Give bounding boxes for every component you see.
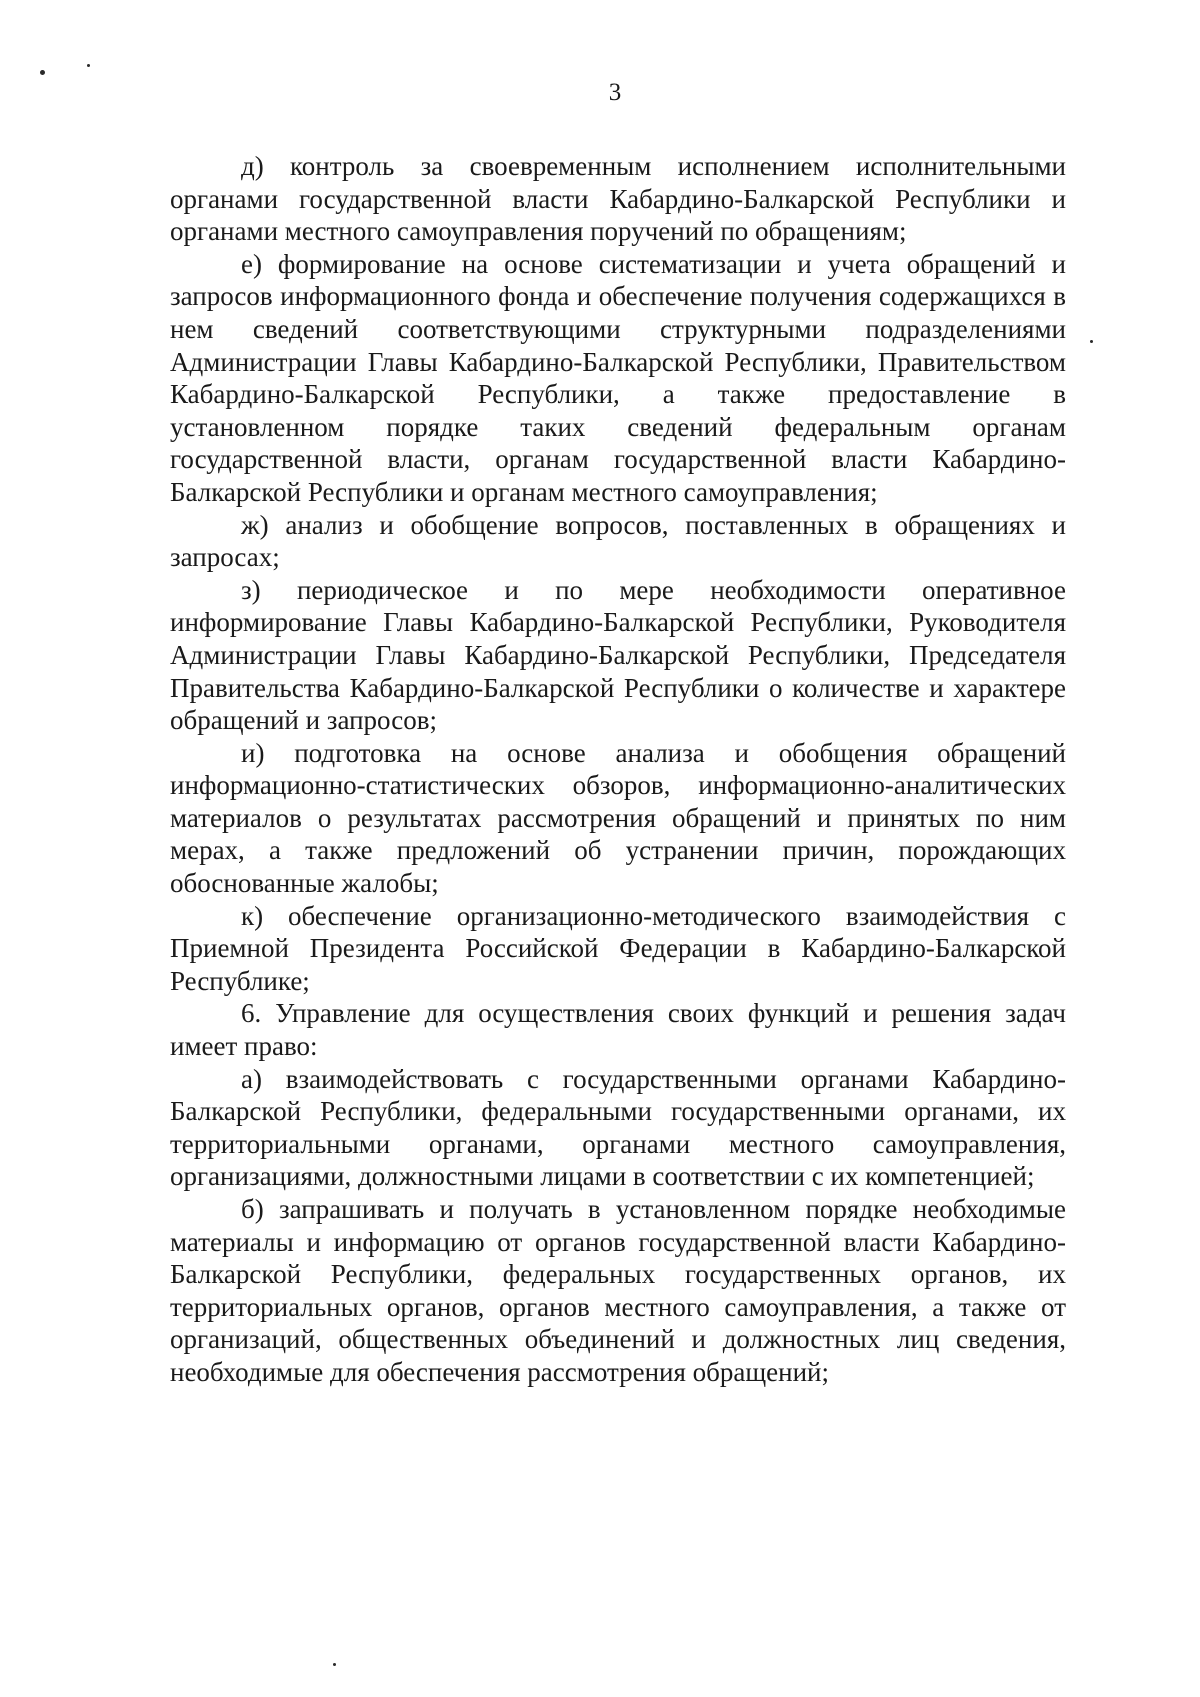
document-body — [170, 150, 1066, 1389]
page-number: 3 — [608, 79, 622, 106]
scan-speck — [1090, 340, 1093, 343]
paragraph-zh: ж) анализ и обобщение вопросов, поставленных в обращениях и запросах; — [170, 509, 1066, 573]
paragraph-i: и) подготовка на основе анализа и обобщения обращений информационно-статистических обзоров, информационно-аналитических материалов о результатах рассмотрения обращений и принятых по ним мерах, а также предложений об устранении причин, порождающих обоснованные жалобы; — [170, 737, 1066, 899]
scan-speck — [40, 70, 45, 75]
paragraph-b: б) запрашивать и получать в установленном порядке необходимые материалы и информацию от органов государственной власти Кабардино-Балкарской Республики, федеральных государственных органов, их территориальных органов, органов местного самоуправления, а также от организаций, общественных объединений и должностных лиц сведения, необходимые для обеспечения рассмотрения обращений; — [170, 1194, 1066, 1387]
paragraph-a: а) взаимодействовать с государственными органами Кабардино-Балкарской Республики, федеральными государственными органами, их территориальными органами, органами местного самоуправления, организациями, должностными лицами в соответствии с их компетенцией; — [170, 1063, 1066, 1192]
scan-speck — [333, 1663, 336, 1666]
paragraph-k: к) обеспечение организационно-методического взаимодействия с Приемной Президента Российской Федерации в Кабардино-Балкарской Республике; — [170, 900, 1066, 996]
paragraph-6: 6. Управление для осуществления своих функций и решения задач имеет право: — [170, 998, 1066, 1062]
scan-speck — [87, 64, 90, 67]
paragraph-e: е) формирование на основе систематизации и учета обращений и запросов информационного фонда и обеспечение получения содержащихся в нем сведений соответствующими структурными подразделениями Администрации Главы Кабардино-Балкарской Республики, Правительством Кабардино-Балкарской Республики, а также предоставление в установленном порядке таких сведений федеральным органам государственной власти, органам государственной власти Кабардино-Балкарской Республики и органам местного самоуправления; — [170, 248, 1066, 507]
paragraph-d: д) контроль за своевременным исполнением исполнительными органами государственной власти Кабардино-Балкарской Республики и органами местного самоуправления поручений по обращениям; — [170, 151, 1066, 247]
paragraph-z: з) периодическое и по мере необходимости оперативное информирование Главы Кабардино-Балкарской Республики, Руководителя Администрации Главы Кабардино-Балкарской Республики, Председателя Правительства Кабардино-Балкарской Республики о количестве и характере обращений и запросов; — [170, 574, 1066, 736]
